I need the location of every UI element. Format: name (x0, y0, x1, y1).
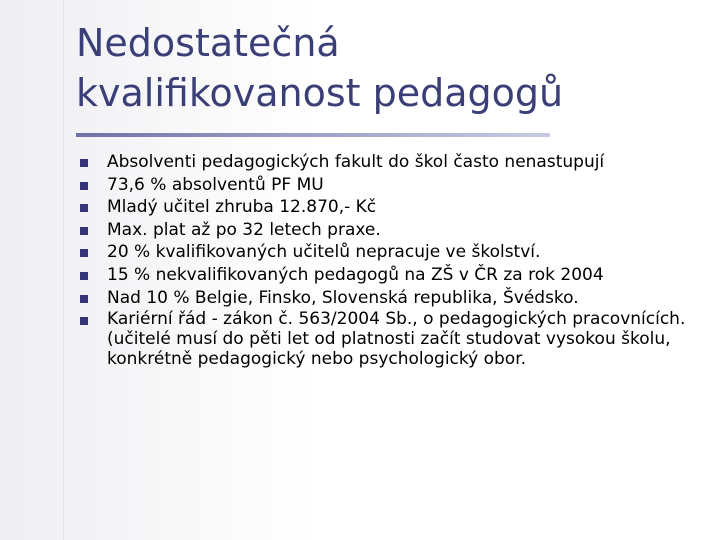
slide-title-line-1: Nedostatečná (76, 21, 340, 65)
square-bullet-icon (80, 159, 88, 167)
bullet-item-1 (80, 151, 705, 174)
slide-title-line-2: kvalifikovanost pedagogů (76, 71, 564, 115)
square-bullet-icon (80, 317, 88, 325)
bullet-text: Kariérní řád - zákon č. 563/2004 Sb., o pedagogických pracovnících. (učitelé musí do pěti let od platnosti začít studovat vysokou školu, konkrétně pedagogický nebo psychologický obor. (107, 309, 686, 370)
bullet-item-4 (80, 219, 705, 242)
bullet-item-7 (80, 287, 705, 310)
bullet-item-8 (80, 309, 705, 369)
bullet-text: 15 % nekvalifikovaných pedagogů na ZŠ v ČR za rok 2004 (107, 264, 604, 285)
decorative-vertical-line (63, 0, 64, 540)
square-bullet-icon (80, 227, 88, 235)
square-bullet-icon (80, 295, 88, 303)
square-bullet-icon (80, 204, 88, 212)
bullet-item-6 (80, 264, 705, 287)
title-underline-rule (76, 133, 550, 137)
bullet-text: 73,6 % absolventů PF MU (107, 174, 324, 195)
bullet-item-5 (80, 241, 705, 264)
square-bullet-icon (80, 249, 88, 257)
bullet-text: Nad 10 % Belgie, Finsko, Slovenská republika, Švédsko. (107, 287, 579, 308)
square-bullet-icon (80, 272, 88, 280)
bullet-list (80, 151, 705, 369)
bullet-text: Mladý učitel zhruba 12.870,- Kč (107, 197, 377, 218)
bullet-text: 20 % kvalifikovaných učitelů nepracuje ve školství. (107, 242, 541, 263)
bullet-item-3 (80, 196, 705, 219)
slide-title (76, 18, 696, 118)
bullet-item-2 (80, 174, 705, 197)
bullet-text: Absolventi pedagogických fakult do škol často nenastupují (107, 152, 605, 172)
square-bullet-icon (80, 182, 88, 190)
bullet-text: Max. plat až po 32 letech praxe. (107, 219, 381, 240)
